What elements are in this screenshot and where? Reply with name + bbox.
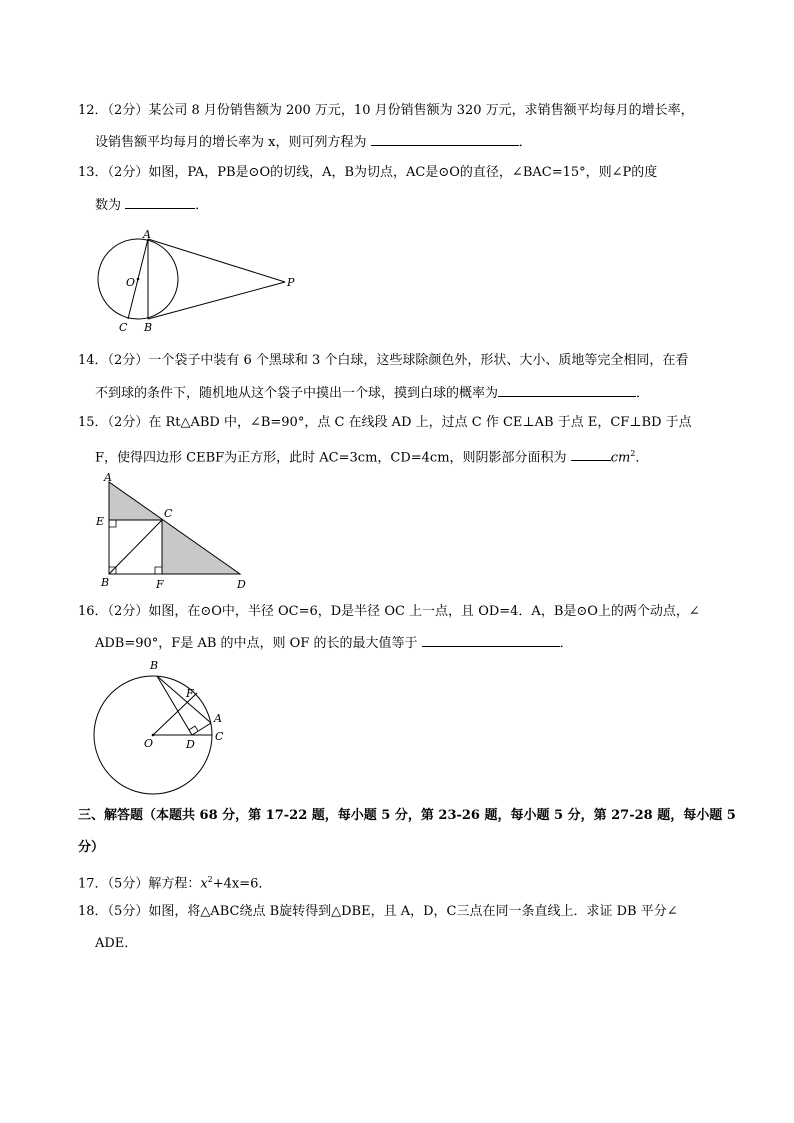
q13-center-dot xyxy=(137,278,140,281)
q16-chord-ab xyxy=(157,676,211,723)
q16-line1: 16．（2分）如图，在⊙O中，半径 OC=6，D是半径 OC 上一点，且 OD=4．A，B是⊙O上的两个动点，∠ xyxy=(78,604,700,619)
section-3-heading: 三、解答题（本题共 68 分，第 17-22 题，每小题 5 分，第 23-26 题，每小题 5 分，第 27-28 题，每小题 5 xyxy=(78,808,736,823)
q13-tangent-pa xyxy=(148,239,285,282)
q13-label-o: O xyxy=(126,276,136,289)
q15-label-e: E xyxy=(96,515,105,528)
q13-tangent-pb xyxy=(148,282,285,319)
q15-label-c: C xyxy=(164,507,173,520)
q15-label-b: B xyxy=(101,576,110,589)
q13-line2: 数为 ． xyxy=(95,194,208,216)
q16-circle-figure xyxy=(90,655,250,797)
q16-label-o: O xyxy=(144,737,154,750)
q13-label-c: C xyxy=(119,321,128,334)
q16-line2: ADB=90°，F是 AB 的中点，则 OF 的长的最大值等于 ． xyxy=(95,632,573,654)
q13-answer-blank[interactable] xyxy=(125,194,195,209)
q14-line1: 14．（2分）一个袋子中装有 6 个黑球和 3 个白球，这些球除颜色外，形状、大小、质地等完全相同，在看 xyxy=(78,353,689,368)
q16-label-c: C xyxy=(215,730,224,743)
q16-segment-da xyxy=(192,723,211,735)
q16-label-d: D xyxy=(186,738,195,751)
q15-label-f: F xyxy=(156,578,164,591)
q13-tangent-figure xyxy=(92,228,302,336)
q18-line1: 18．（5分）如图，将△ABC绕点 B旋转得到△DBE，且 A，D，C三点在同一条直线上．求证 DB 平分∠ xyxy=(78,904,678,919)
q15-triangle-figure xyxy=(92,470,252,592)
q12-line1: 12．（2分）某公司 8 月份销售额为 200 万元，10 月份销售额为 320 万元，求销售额平均每月的增长率， xyxy=(78,103,694,118)
q13-line1: 13．（2分）如图，PA，PB是⊙O的切线，A，B为切点，AC是⊙O的直径，∠BAC=15°，则∠P的度 xyxy=(78,165,658,180)
q15-right-angle-e xyxy=(109,520,116,527)
q14-answer-blank[interactable] xyxy=(498,382,636,397)
q16-label-b: B xyxy=(150,659,159,672)
section-3-heading-cont: 分） xyxy=(78,840,105,855)
q18-line2: ADE． xyxy=(95,936,138,951)
q13-label-p: P xyxy=(287,276,295,289)
q13-label-b: B xyxy=(144,321,153,334)
q15-line2: F，使得四边形 CEBF为正方形，此时 AC=3cm，CD=4cm，则阴影部分面积为 $cm^2$． xyxy=(95,444,648,468)
q15-answer-blank[interactable] xyxy=(571,446,611,461)
q14-line2: 不到球的条件下，随机地从这个袋子中摸出一个球，摸到白球的概率为 ． xyxy=(95,382,649,404)
q16-answer-blank[interactable] xyxy=(422,632,560,647)
q15-right-angle-f xyxy=(155,567,162,574)
q15-label-a: A xyxy=(104,471,112,484)
q16-center-dot xyxy=(152,734,155,737)
q16-label-f: F xyxy=(186,687,194,700)
q17-line: 17．（5分）解方程：$x^2+4x=6$． xyxy=(78,875,272,892)
q16-right-angle-d xyxy=(189,726,198,731)
q15-line1: 15．（2分）在 Rt△ABD 中，∠B=90°，点 C 在线段 AD 上，过点 C 作 CE⊥AB 于点 E，CF⊥BD 于点 xyxy=(78,415,692,430)
q16-label-a: A xyxy=(214,712,222,725)
q12-line2: 设销售额平均每月的增长率为 x，则可列方程为 ． xyxy=(95,131,532,153)
q12-answer-blank[interactable] xyxy=(371,131,519,146)
q13-label-a: A xyxy=(143,228,151,241)
q15-diagonal-bc xyxy=(109,520,162,574)
q15-label-d: D xyxy=(237,578,246,591)
